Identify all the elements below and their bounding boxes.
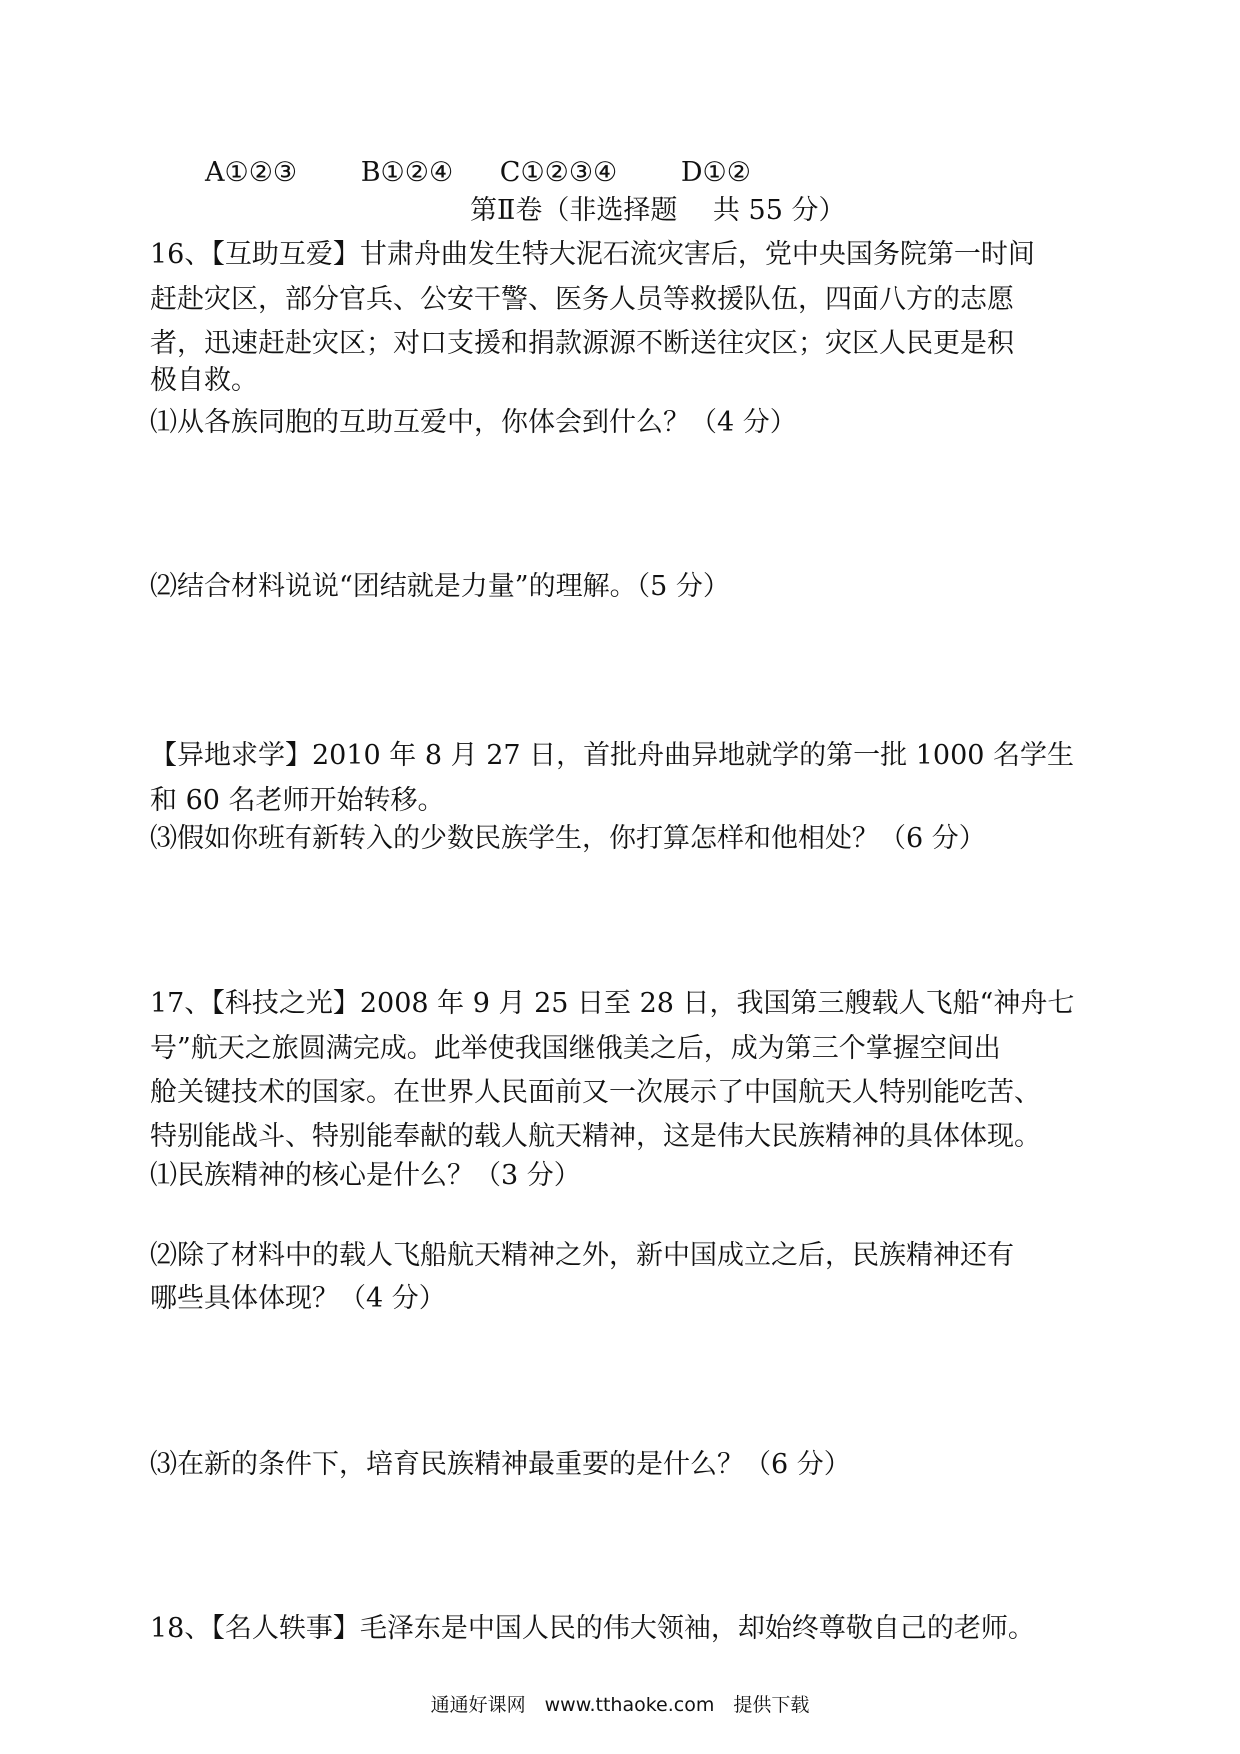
q16-sub2: ⑵结合材料说说“团结就是力量”的理解。（5 分） xyxy=(150,571,730,602)
option-c: C①②③④ xyxy=(499,157,618,188)
q17-intro-line-1: 17、【科技之光】2008 年 9 月 25 日至 28 日，我国第三艘载人飞船“神舟七 xyxy=(150,988,1075,1019)
q16-sub1: ⑴从各族同胞的互助互爱中，你体会到什么？（4 分） xyxy=(150,407,797,438)
q16-intro-line-4: 极自救。 xyxy=(150,365,258,396)
option-b: B①②④ xyxy=(360,157,454,188)
q17-intro-line-4: 特别能战斗、特别能奉献的载人航天精神，这是伟大民族精神的具体体现。 xyxy=(150,1121,1041,1152)
q16-intro-line-3: 者，迅速赶赴灾区；对口支援和捐款源源不断送往灾区；灾区人民更是积 xyxy=(150,328,1014,359)
footer-credit: 通通好课网 www.tthaoke.com 提供下载 xyxy=(430,1694,810,1716)
q18-intro: 18、【名人轶事】毛泽东是中国人民的伟大领袖，却始终尊敬自己的老师。 xyxy=(150,1613,1035,1644)
q17-sub3: ⑶在新的条件下，培育民族精神最重要的是什么？（6 分） xyxy=(150,1449,851,1480)
q17-sub2-line-1: ⑵除了材料中的载人飞船航天精神之外，新中国成立之后，民族精神还有 xyxy=(150,1240,1014,1271)
q17-sub2-line-2: 哪些具体体现？（4 分） xyxy=(150,1283,446,1314)
option-d: D①② xyxy=(680,157,751,188)
q16-material2-line-1: 【异地求学】2010 年 8 月 27 日，首批舟曲异地就学的第一批 1000 名学生 xyxy=(150,740,1075,771)
q17-intro-line-3: 舱关键技术的国家。在世界人民面前又一次展示了中国航天人特别能吃苦、 xyxy=(150,1077,1041,1108)
option-a: A①②③ xyxy=(205,157,298,188)
q16-intro-line-2: 赶赴灾区，部分官兵、公安干警、医务人员等救援队伍，四面八方的志愿 xyxy=(150,284,1014,315)
q16-material2-line-2: 和 60 名老师开始转移。 xyxy=(150,785,445,816)
answer-options xyxy=(205,154,751,192)
q17-intro-line-2: 号”航天之旅圆满完成。此举使我国继俄美之后，成为第三个掌握空间出 xyxy=(150,1033,1001,1064)
q16-sub3: ⑶假如你班有新转入的少数民族学生，你打算怎样和他相处？（6 分） xyxy=(150,823,986,854)
q17-sub1: ⑴民族精神的核心是什么？（3 分） xyxy=(150,1160,581,1191)
section-title: 第Ⅱ卷（非选择题 共 55 分） xyxy=(470,195,846,226)
q16-intro-line-1: 16、【互助互爱】甘肃舟曲发生特大泥石流灾害后，党中央国务院第一时间 xyxy=(150,239,1035,270)
